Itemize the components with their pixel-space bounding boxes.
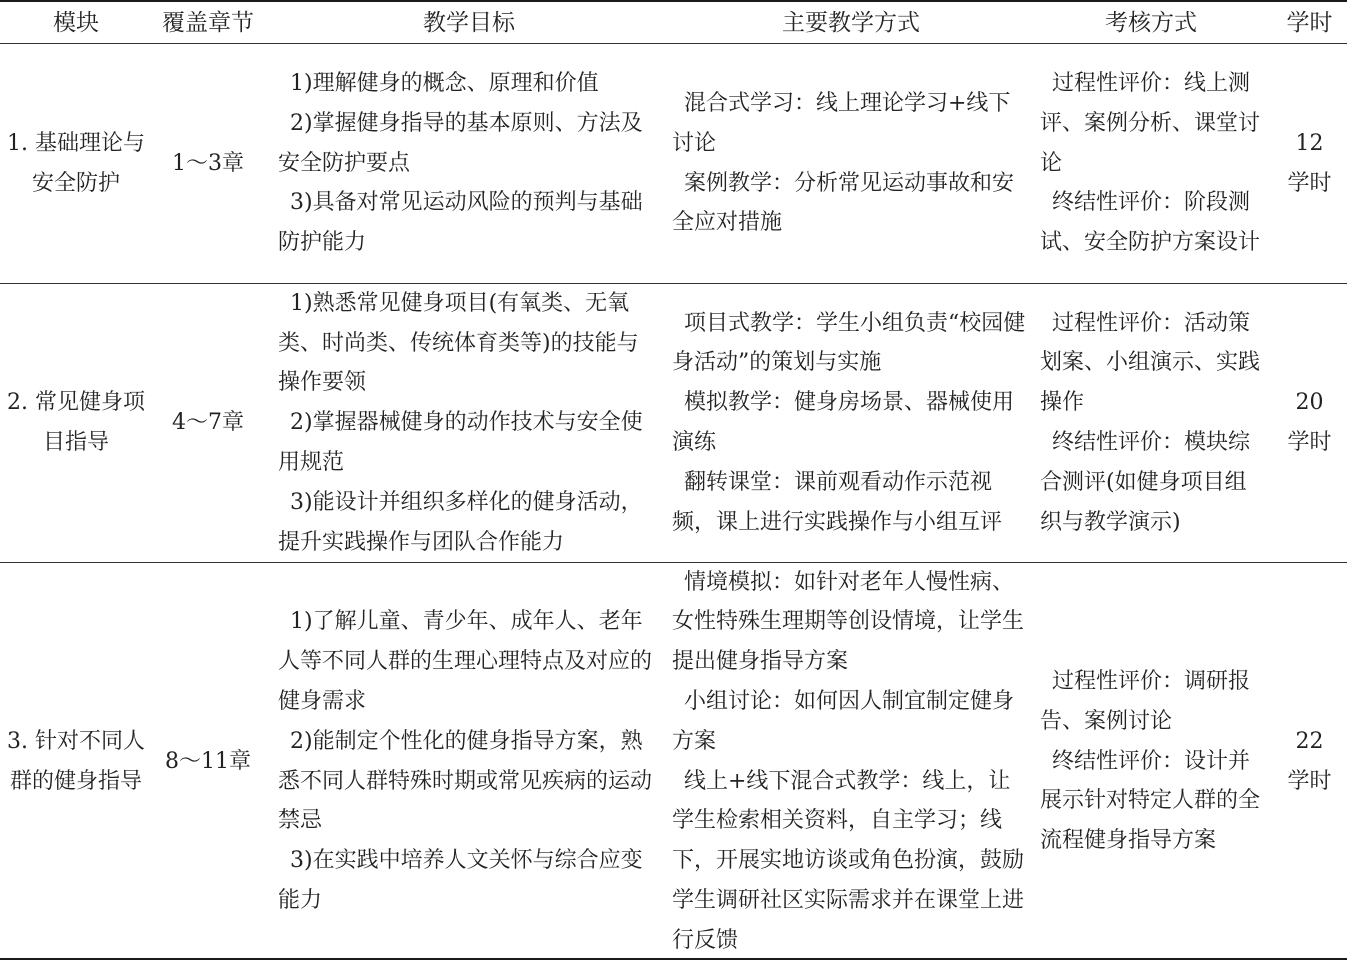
assessment-item: 终结性评价：阶段测试、安全防护方案设计 bbox=[1040, 190, 1261, 256]
hours-number: 20 bbox=[1295, 390, 1324, 416]
table-row bbox=[0, 44, 1347, 284]
hours-unit: 学时 bbox=[1287, 768, 1332, 794]
header-method: 主要教学方式 bbox=[782, 9, 920, 36]
table-row bbox=[0, 284, 1347, 563]
method-cell bbox=[672, 563, 1030, 960]
assessment-cell bbox=[1040, 284, 1262, 562]
hours-unit: 学时 bbox=[1287, 430, 1332, 455]
header-assessment: 考核方式 bbox=[1105, 9, 1197, 36]
module-cell: 3. 针对不同人群的健身指导 bbox=[7, 728, 145, 794]
module-cell: 2. 常见健身项目指导 bbox=[7, 390, 145, 455]
method-item: 线上+线下混合式教学：线上，让学生检索相关资料，自主学习；线下，开展实地访谈或角色扮演，鼓励学生调研社区实际需求并在课堂上进行反馈 bbox=[672, 768, 1025, 953]
goal-item: 1)了解儿童、青少年、成年人、老年人等不同人群的生理心理特点及对应的健身需求 bbox=[278, 609, 653, 714]
table-header-row bbox=[0, 2, 1347, 44]
method-cell bbox=[672, 284, 1030, 562]
chapter-cell: 8～11章 bbox=[165, 748, 251, 774]
method-item: 模拟教学：健身房场景、器械使用演练 bbox=[672, 390, 1015, 455]
header-hours: 学时 bbox=[1286, 9, 1333, 36]
goal-item: 2)掌握健身指导的基本原则、方法及安全防护要点 bbox=[278, 110, 643, 176]
goal-item: 3)具备对常见运动风险的预判与基础防护能力 bbox=[278, 190, 643, 256]
assessment-cell bbox=[1040, 44, 1262, 283]
method-item: 案例教学：分析常见运动事故和安全应对措施 bbox=[672, 170, 1015, 236]
method-item: 情境模拟：如针对老年人慢性病、女性特殊生理期等创设情境，让学生提出健身指导方案 bbox=[672, 569, 1025, 675]
assessment-item: 终结性评价：设计并展示针对特定人群的全流程健身指导方案 bbox=[1040, 748, 1261, 854]
goal-cell bbox=[278, 284, 660, 562]
assessment-item: 终结性评价：模块综合测评(如健身项目组织与教学演示) bbox=[1040, 430, 1251, 535]
chapter-cell: 1～3章 bbox=[172, 150, 244, 176]
method-item: 小组讨论：如何因人制宜制定健身方案 bbox=[672, 688, 1015, 754]
goal-cell bbox=[278, 563, 660, 960]
goal-item: 1)理解健身的概念、原理和价值 bbox=[290, 71, 599, 96]
table-row bbox=[0, 563, 1347, 960]
header-chapter: 覆盖章节 bbox=[162, 9, 254, 36]
method-item: 翻转课堂：课前观看动作示范视频，课上进行实践操作与小组互评 bbox=[672, 469, 1003, 535]
goal-item: 3)在实践中培养人文关怀与综合应变能力 bbox=[278, 848, 643, 913]
assessment-cell bbox=[1040, 563, 1262, 960]
goal-item: 2)掌握器械健身的动作技术与安全使用规范 bbox=[278, 410, 643, 475]
header-module: 模块 bbox=[53, 9, 99, 36]
goal-cell bbox=[278, 44, 660, 283]
hours-cell bbox=[1272, 284, 1347, 562]
assessment-item: 过程性评价：活动策划案、小组演示、实践操作 bbox=[1040, 310, 1261, 416]
method-cell bbox=[672, 44, 1030, 283]
header-goal: 教学目标 bbox=[423, 9, 515, 36]
hours-number: 12 bbox=[1295, 130, 1324, 156]
assessment-item: 过程性评价：线上测评、案例分析、课堂讨论 bbox=[1040, 71, 1261, 176]
hours-cell bbox=[1272, 563, 1347, 960]
goal-item: 2)能制定个性化的健身指导方案，熟悉不同人群特殊时期或常见疾病的运动禁忌 bbox=[278, 728, 653, 834]
chapter-cell: 4～7章 bbox=[172, 410, 244, 436]
goal-item: 3)能设计并组织多样化的健身活动，提升实践操作与团队合作能力 bbox=[278, 489, 643, 555]
hours-unit: 学时 bbox=[1287, 170, 1332, 196]
hours-number: 22 bbox=[1295, 728, 1324, 754]
method-item: 项目式教学：学生小组负责“校园健身活动”的策划与实施 bbox=[672, 310, 1026, 376]
method-item: 混合式学习：线上理论学习+线下讨论 bbox=[672, 90, 1011, 156]
module-cell: 1. 基础理论与安全防护 bbox=[7, 130, 145, 196]
hours-cell bbox=[1272, 44, 1347, 283]
goal-item: 1)熟悉常见健身项目(有氧类、无氧类、时尚类、传统体育类等)的技能与操作要领 bbox=[278, 290, 639, 396]
assessment-item: 过程性评价：调研报告、案例讨论 bbox=[1040, 669, 1251, 734]
